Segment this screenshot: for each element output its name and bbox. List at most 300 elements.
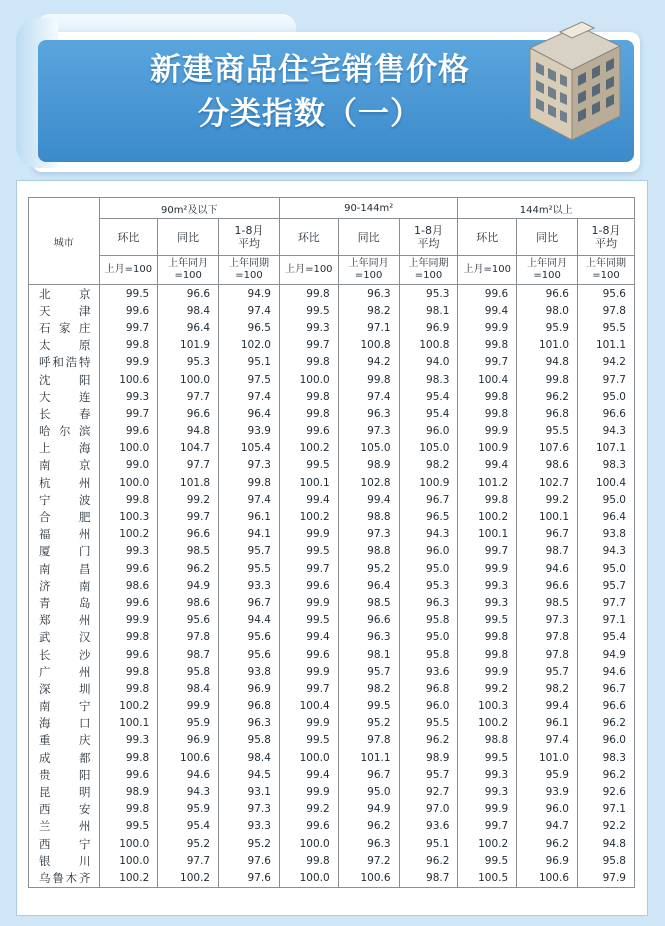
value-cell: 99.5	[279, 457, 338, 474]
base-header-avg	[219, 256, 280, 285]
value-cell: 97.1	[338, 319, 399, 336]
value-cell: 92.2	[578, 818, 635, 835]
value-cell: 98.2	[338, 680, 399, 697]
value-cell: 100.2	[158, 869, 219, 887]
city-cell: 济南	[29, 577, 100, 594]
value-cell: 99.6	[279, 423, 338, 440]
value-cell: 95.2	[158, 835, 219, 852]
value-cell: 99.6	[99, 594, 158, 611]
col-header-avg-label: 1-8月平均	[591, 224, 621, 250]
value-cell: 99.9	[458, 319, 517, 336]
page-title	[60, 48, 560, 136]
value-cell: 94.6	[578, 663, 635, 680]
value-cell: 94.9	[578, 646, 635, 663]
value-cell: 99.8	[279, 388, 338, 405]
value-cell: 95.7	[399, 766, 458, 783]
value-cell: 95.9	[158, 801, 219, 818]
table-row	[29, 285, 635, 303]
value-cell: 100.0	[279, 869, 338, 887]
city-cell: 西宁	[29, 835, 100, 852]
table-row	[29, 526, 635, 543]
value-cell: 95.9	[517, 319, 578, 336]
value-cell: 105.0	[399, 440, 458, 457]
value-cell: 95.0	[578, 491, 635, 508]
value-cell: 99.8	[279, 354, 338, 371]
value-cell: 98.1	[338, 646, 399, 663]
table-row	[29, 869, 635, 887]
table-row	[29, 629, 635, 646]
value-cell: 99.7	[458, 543, 517, 560]
value-cell: 99.9	[99, 612, 158, 629]
city-cell: 南宁	[29, 698, 100, 715]
table-row	[29, 423, 635, 440]
value-cell: 101.1	[578, 337, 635, 354]
value-cell: 99.4	[279, 766, 338, 783]
value-cell: 96.0	[399, 698, 458, 715]
value-cell: 95.0	[578, 560, 635, 577]
value-cell: 98.6	[517, 457, 578, 474]
value-cell: 95.3	[399, 577, 458, 594]
base-header-mom: 上月=100	[458, 256, 517, 285]
value-cell: 96.3	[338, 285, 399, 303]
value-cell: 94.6	[158, 766, 219, 783]
value-cell: 99.4	[338, 491, 399, 508]
base-label: 上年同月=100	[348, 258, 389, 281]
value-cell: 100.3	[458, 698, 517, 715]
value-cell: 96.6	[517, 577, 578, 594]
value-cell: 98.6	[158, 594, 219, 611]
value-cell: 99.8	[458, 646, 517, 663]
base-label: 上年同月=100	[527, 258, 568, 281]
city-cell: 成都	[29, 749, 100, 766]
value-cell: 96.3	[338, 835, 399, 852]
value-cell: 100.2	[279, 508, 338, 525]
value-cell: 99.8	[279, 852, 338, 869]
value-cell: 96.0	[517, 801, 578, 818]
table-body	[29, 285, 635, 888]
value-cell: 100.2	[99, 869, 158, 887]
value-cell: 99.9	[279, 663, 338, 680]
value-cell: 99.5	[99, 285, 158, 303]
value-cell: 96.3	[219, 715, 280, 732]
value-cell: 97.1	[578, 801, 635, 818]
value-cell: 93.8	[578, 526, 635, 543]
value-cell: 96.9	[219, 680, 280, 697]
value-cell: 96.9	[399, 319, 458, 336]
value-cell: 97.2	[338, 852, 399, 869]
value-cell: 97.9	[578, 869, 635, 887]
value-cell: 95.7	[578, 577, 635, 594]
value-cell: 98.9	[338, 457, 399, 474]
value-cell: 96.7	[517, 526, 578, 543]
table-row	[29, 543, 635, 560]
city-cell: 北京	[29, 285, 100, 303]
base-label: 上年同期=100	[229, 258, 270, 281]
value-cell: 93.6	[399, 818, 458, 835]
table-row	[29, 766, 635, 783]
value-cell: 95.0	[578, 388, 635, 405]
value-cell: 96.4	[158, 319, 219, 336]
col-header-yoy: 同比	[517, 219, 578, 256]
value-cell: 99.7	[458, 818, 517, 835]
value-cell: 96.4	[578, 508, 635, 525]
value-cell: 94.7	[517, 818, 578, 835]
value-cell: 96.9	[158, 732, 219, 749]
value-cell: 99.9	[158, 698, 219, 715]
value-cell: 98.6	[99, 577, 158, 594]
city-cell: 兰州	[29, 818, 100, 835]
city-header: 城市	[29, 198, 100, 285]
value-cell: 99.5	[458, 612, 517, 629]
price-index-table	[28, 197, 635, 888]
value-cell: 95.6	[158, 612, 219, 629]
table-row	[29, 319, 635, 336]
value-cell: 99.8	[458, 405, 517, 422]
value-cell: 96.2	[578, 766, 635, 783]
value-cell: 99.8	[99, 749, 158, 766]
value-cell: 97.4	[219, 388, 280, 405]
value-cell: 96.2	[517, 388, 578, 405]
value-cell: 99.5	[458, 852, 517, 869]
table-row	[29, 474, 635, 491]
col-header-avg	[578, 219, 635, 256]
value-cell: 97.3	[517, 612, 578, 629]
value-cell: 98.8	[338, 508, 399, 525]
value-cell: 96.5	[399, 508, 458, 525]
value-cell: 95.2	[338, 715, 399, 732]
value-cell: 95.7	[517, 663, 578, 680]
value-cell: 105.0	[338, 440, 399, 457]
value-cell: 95.3	[399, 285, 458, 303]
value-cell: 95.4	[399, 405, 458, 422]
value-cell: 100.0	[279, 749, 338, 766]
value-cell: 95.6	[219, 629, 280, 646]
value-cell: 99.4	[279, 629, 338, 646]
value-cell: 97.6	[219, 869, 280, 887]
value-cell: 97.3	[219, 801, 280, 818]
value-cell: 94.2	[338, 354, 399, 371]
value-cell: 100.0	[279, 835, 338, 852]
value-cell: 99.3	[458, 577, 517, 594]
value-cell: 95.2	[338, 560, 399, 577]
group-header: 144m²以上	[458, 198, 635, 219]
value-cell: 100.2	[99, 526, 158, 543]
table-row	[29, 715, 635, 732]
value-cell: 100.4	[578, 474, 635, 491]
value-cell: 96.4	[338, 577, 399, 594]
city-cell: 贵阳	[29, 766, 100, 783]
city-cell: 银川	[29, 852, 100, 869]
city-cell: 武汉	[29, 629, 100, 646]
value-cell: 97.8	[338, 732, 399, 749]
value-cell: 100.6	[158, 749, 219, 766]
city-cell: 上海	[29, 440, 100, 457]
value-cell: 96.4	[219, 405, 280, 422]
city-cell: 大连	[29, 388, 100, 405]
city-cell: 昆明	[29, 783, 100, 800]
value-cell: 100.4	[279, 698, 338, 715]
value-cell: 98.2	[338, 302, 399, 319]
value-cell: 99.7	[279, 680, 338, 697]
value-cell: 97.8	[517, 646, 578, 663]
value-cell: 99.4	[279, 491, 338, 508]
value-cell: 97.5	[219, 371, 280, 388]
value-cell: 99.4	[458, 457, 517, 474]
table-row	[29, 354, 635, 371]
value-cell: 99.4	[517, 698, 578, 715]
group-header: 90-144m²	[279, 198, 457, 219]
value-cell: 102.8	[338, 474, 399, 491]
city-cell: 广州	[29, 663, 100, 680]
value-cell: 98.9	[399, 749, 458, 766]
value-cell: 99.9	[458, 663, 517, 680]
value-cell: 100.0	[99, 474, 158, 491]
value-cell: 99.9	[279, 715, 338, 732]
value-cell: 101.0	[517, 749, 578, 766]
value-cell: 99.9	[99, 354, 158, 371]
table-row	[29, 337, 635, 354]
col-header-yoy: 同比	[338, 219, 399, 256]
value-cell: 107.1	[578, 440, 635, 457]
value-cell: 96.7	[338, 766, 399, 783]
value-cell: 97.6	[219, 852, 280, 869]
value-cell: 95.8	[578, 852, 635, 869]
value-cell: 99.3	[99, 388, 158, 405]
value-cell: 99.9	[279, 594, 338, 611]
value-cell: 98.4	[158, 302, 219, 319]
value-cell: 100.1	[279, 474, 338, 491]
value-cell: 101.8	[158, 474, 219, 491]
value-cell: 96.6	[517, 285, 578, 303]
value-cell: 100.5	[458, 869, 517, 887]
col-header-avg-label: 1-8月平均	[413, 224, 443, 250]
value-cell: 94.9	[158, 577, 219, 594]
value-cell: 99.9	[458, 801, 517, 818]
city-cell: 哈尔滨	[29, 423, 100, 440]
city-cell: 合肥	[29, 508, 100, 525]
value-cell: 100.8	[338, 337, 399, 354]
value-cell: 97.4	[517, 732, 578, 749]
value-cell: 100.2	[458, 835, 517, 852]
value-cell: 99.8	[458, 491, 517, 508]
value-cell: 100.2	[458, 715, 517, 732]
value-cell: 100.8	[399, 337, 458, 354]
title-line-1: 新建商品住宅销售价格	[150, 52, 470, 88]
city-cell: 南昌	[29, 560, 100, 577]
value-cell: 96.8	[517, 405, 578, 422]
col-header-avg-label: 1-8月平均	[234, 224, 264, 250]
table-row	[29, 371, 635, 388]
value-cell: 99.8	[99, 337, 158, 354]
value-cell: 97.1	[578, 612, 635, 629]
value-cell: 93.8	[219, 663, 280, 680]
value-cell: 107.6	[517, 440, 578, 457]
value-cell: 97.4	[219, 302, 280, 319]
col-header-avg	[219, 219, 280, 256]
value-cell: 96.3	[338, 629, 399, 646]
city-cell: 乌鲁木齐	[29, 869, 100, 887]
value-cell: 96.0	[399, 423, 458, 440]
value-cell: 100.0	[99, 835, 158, 852]
value-cell: 95.4	[578, 629, 635, 646]
value-cell: 95.9	[158, 715, 219, 732]
base-header-yoy	[338, 256, 399, 285]
value-cell: 99.5	[458, 749, 517, 766]
value-cell: 95.1	[219, 354, 280, 371]
value-cell: 94.6	[517, 560, 578, 577]
value-cell: 99.6	[279, 646, 338, 663]
city-cell: 石家庄	[29, 319, 100, 336]
value-cell: 94.3	[158, 783, 219, 800]
value-cell: 99.8	[338, 371, 399, 388]
value-cell: 98.5	[158, 543, 219, 560]
table-row	[29, 835, 635, 852]
city-cell: 郑州	[29, 612, 100, 629]
value-cell: 101.1	[338, 749, 399, 766]
value-cell: 96.6	[158, 405, 219, 422]
value-cell: 98.7	[399, 869, 458, 887]
value-cell: 100.4	[458, 371, 517, 388]
value-cell: 99.8	[458, 388, 517, 405]
value-cell: 97.7	[158, 388, 219, 405]
table-row	[29, 732, 635, 749]
value-cell: 99.8	[458, 337, 517, 354]
table-row	[29, 852, 635, 869]
value-cell: 93.3	[219, 818, 280, 835]
value-cell: 100.3	[99, 508, 158, 525]
value-cell: 100.6	[517, 869, 578, 887]
table-row	[29, 749, 635, 766]
value-cell: 98.4	[219, 749, 280, 766]
value-cell: 97.3	[338, 423, 399, 440]
value-cell: 99.2	[279, 801, 338, 818]
value-cell: 93.6	[399, 663, 458, 680]
value-cell: 93.9	[517, 783, 578, 800]
value-cell: 95.0	[338, 783, 399, 800]
value-cell: 98.2	[399, 457, 458, 474]
city-cell: 青岛	[29, 594, 100, 611]
value-cell: 93.9	[219, 423, 280, 440]
value-cell: 99.3	[99, 543, 158, 560]
value-cell: 95.5	[578, 319, 635, 336]
value-cell: 99.6	[458, 285, 517, 303]
base-header-mom: 上月=100	[279, 256, 338, 285]
value-cell: 100.0	[99, 440, 158, 457]
value-cell: 98.7	[517, 543, 578, 560]
city-cell: 福州	[29, 526, 100, 543]
table-row	[29, 508, 635, 525]
value-cell: 96.5	[219, 319, 280, 336]
value-cell: 99.8	[99, 801, 158, 818]
value-cell: 96.2	[399, 732, 458, 749]
value-cell: 94.9	[219, 285, 280, 303]
value-cell: 96.1	[517, 715, 578, 732]
value-cell: 96.6	[158, 285, 219, 303]
value-cell: 100.2	[279, 440, 338, 457]
value-cell: 99.8	[279, 405, 338, 422]
value-cell: 94.9	[338, 801, 399, 818]
value-cell: 99.6	[279, 818, 338, 835]
city-cell: 深圳	[29, 680, 100, 697]
city-cell: 宁波	[29, 491, 100, 508]
value-cell: 99.2	[517, 491, 578, 508]
value-cell: 95.2	[219, 835, 280, 852]
value-cell: 95.0	[399, 629, 458, 646]
value-cell: 94.8	[158, 423, 219, 440]
value-cell: 99.8	[99, 491, 158, 508]
base-header-mom: 上月=100	[99, 256, 158, 285]
value-cell: 99.7	[158, 508, 219, 525]
value-cell: 99.2	[458, 680, 517, 697]
value-cell: 99.5	[99, 818, 158, 835]
value-cell: 100.1	[99, 715, 158, 732]
value-cell: 105.4	[219, 440, 280, 457]
value-cell: 102.0	[219, 337, 280, 354]
col-header-mom: 环比	[458, 219, 517, 256]
value-cell: 99.5	[279, 612, 338, 629]
value-cell: 99.7	[458, 354, 517, 371]
value-cell: 95.9	[517, 766, 578, 783]
value-cell: 94.3	[578, 543, 635, 560]
value-cell: 98.3	[578, 749, 635, 766]
city-cell: 海口	[29, 715, 100, 732]
value-cell: 94.3	[399, 526, 458, 543]
value-cell: 97.7	[578, 371, 635, 388]
city-cell: 重庆	[29, 732, 100, 749]
value-cell: 95.5	[219, 560, 280, 577]
value-cell: 95.8	[399, 646, 458, 663]
value-cell: 96.1	[219, 508, 280, 525]
value-cell: 94.0	[399, 354, 458, 371]
value-cell: 95.7	[338, 663, 399, 680]
value-cell: 99.6	[99, 766, 158, 783]
value-cell: 99.9	[279, 526, 338, 543]
base-label: 上年同期=100	[586, 258, 626, 281]
value-cell: 96.0	[399, 543, 458, 560]
value-cell: 96.7	[399, 491, 458, 508]
value-cell: 99.5	[279, 732, 338, 749]
value-cell: 100.1	[458, 526, 517, 543]
col-header-yoy: 同比	[158, 219, 219, 256]
table-row	[29, 491, 635, 508]
value-cell: 99.7	[279, 337, 338, 354]
value-cell: 95.3	[158, 354, 219, 371]
value-cell: 101.0	[517, 337, 578, 354]
table-row	[29, 560, 635, 577]
city-cell: 厦门	[29, 543, 100, 560]
value-cell: 99.8	[99, 680, 158, 697]
title-line-2: 分类指数（一）	[198, 96, 422, 132]
value-cell: 96.3	[338, 405, 399, 422]
value-cell: 95.6	[578, 285, 635, 303]
value-cell: 99.3	[99, 732, 158, 749]
value-cell: 98.5	[338, 594, 399, 611]
city-cell: 长春	[29, 405, 100, 422]
city-cell: 长沙	[29, 646, 100, 663]
col-header-mom: 环比	[279, 219, 338, 256]
table-row	[29, 801, 635, 818]
value-cell: 99.0	[99, 457, 158, 474]
value-cell: 94.3	[578, 423, 635, 440]
city-cell: 南京	[29, 457, 100, 474]
table-row	[29, 646, 635, 663]
value-cell: 100.9	[458, 440, 517, 457]
value-cell: 99.2	[158, 491, 219, 508]
value-cell: 104.7	[158, 440, 219, 457]
value-cell: 95.5	[399, 715, 458, 732]
value-cell: 92.7	[399, 783, 458, 800]
value-cell: 98.9	[99, 783, 158, 800]
